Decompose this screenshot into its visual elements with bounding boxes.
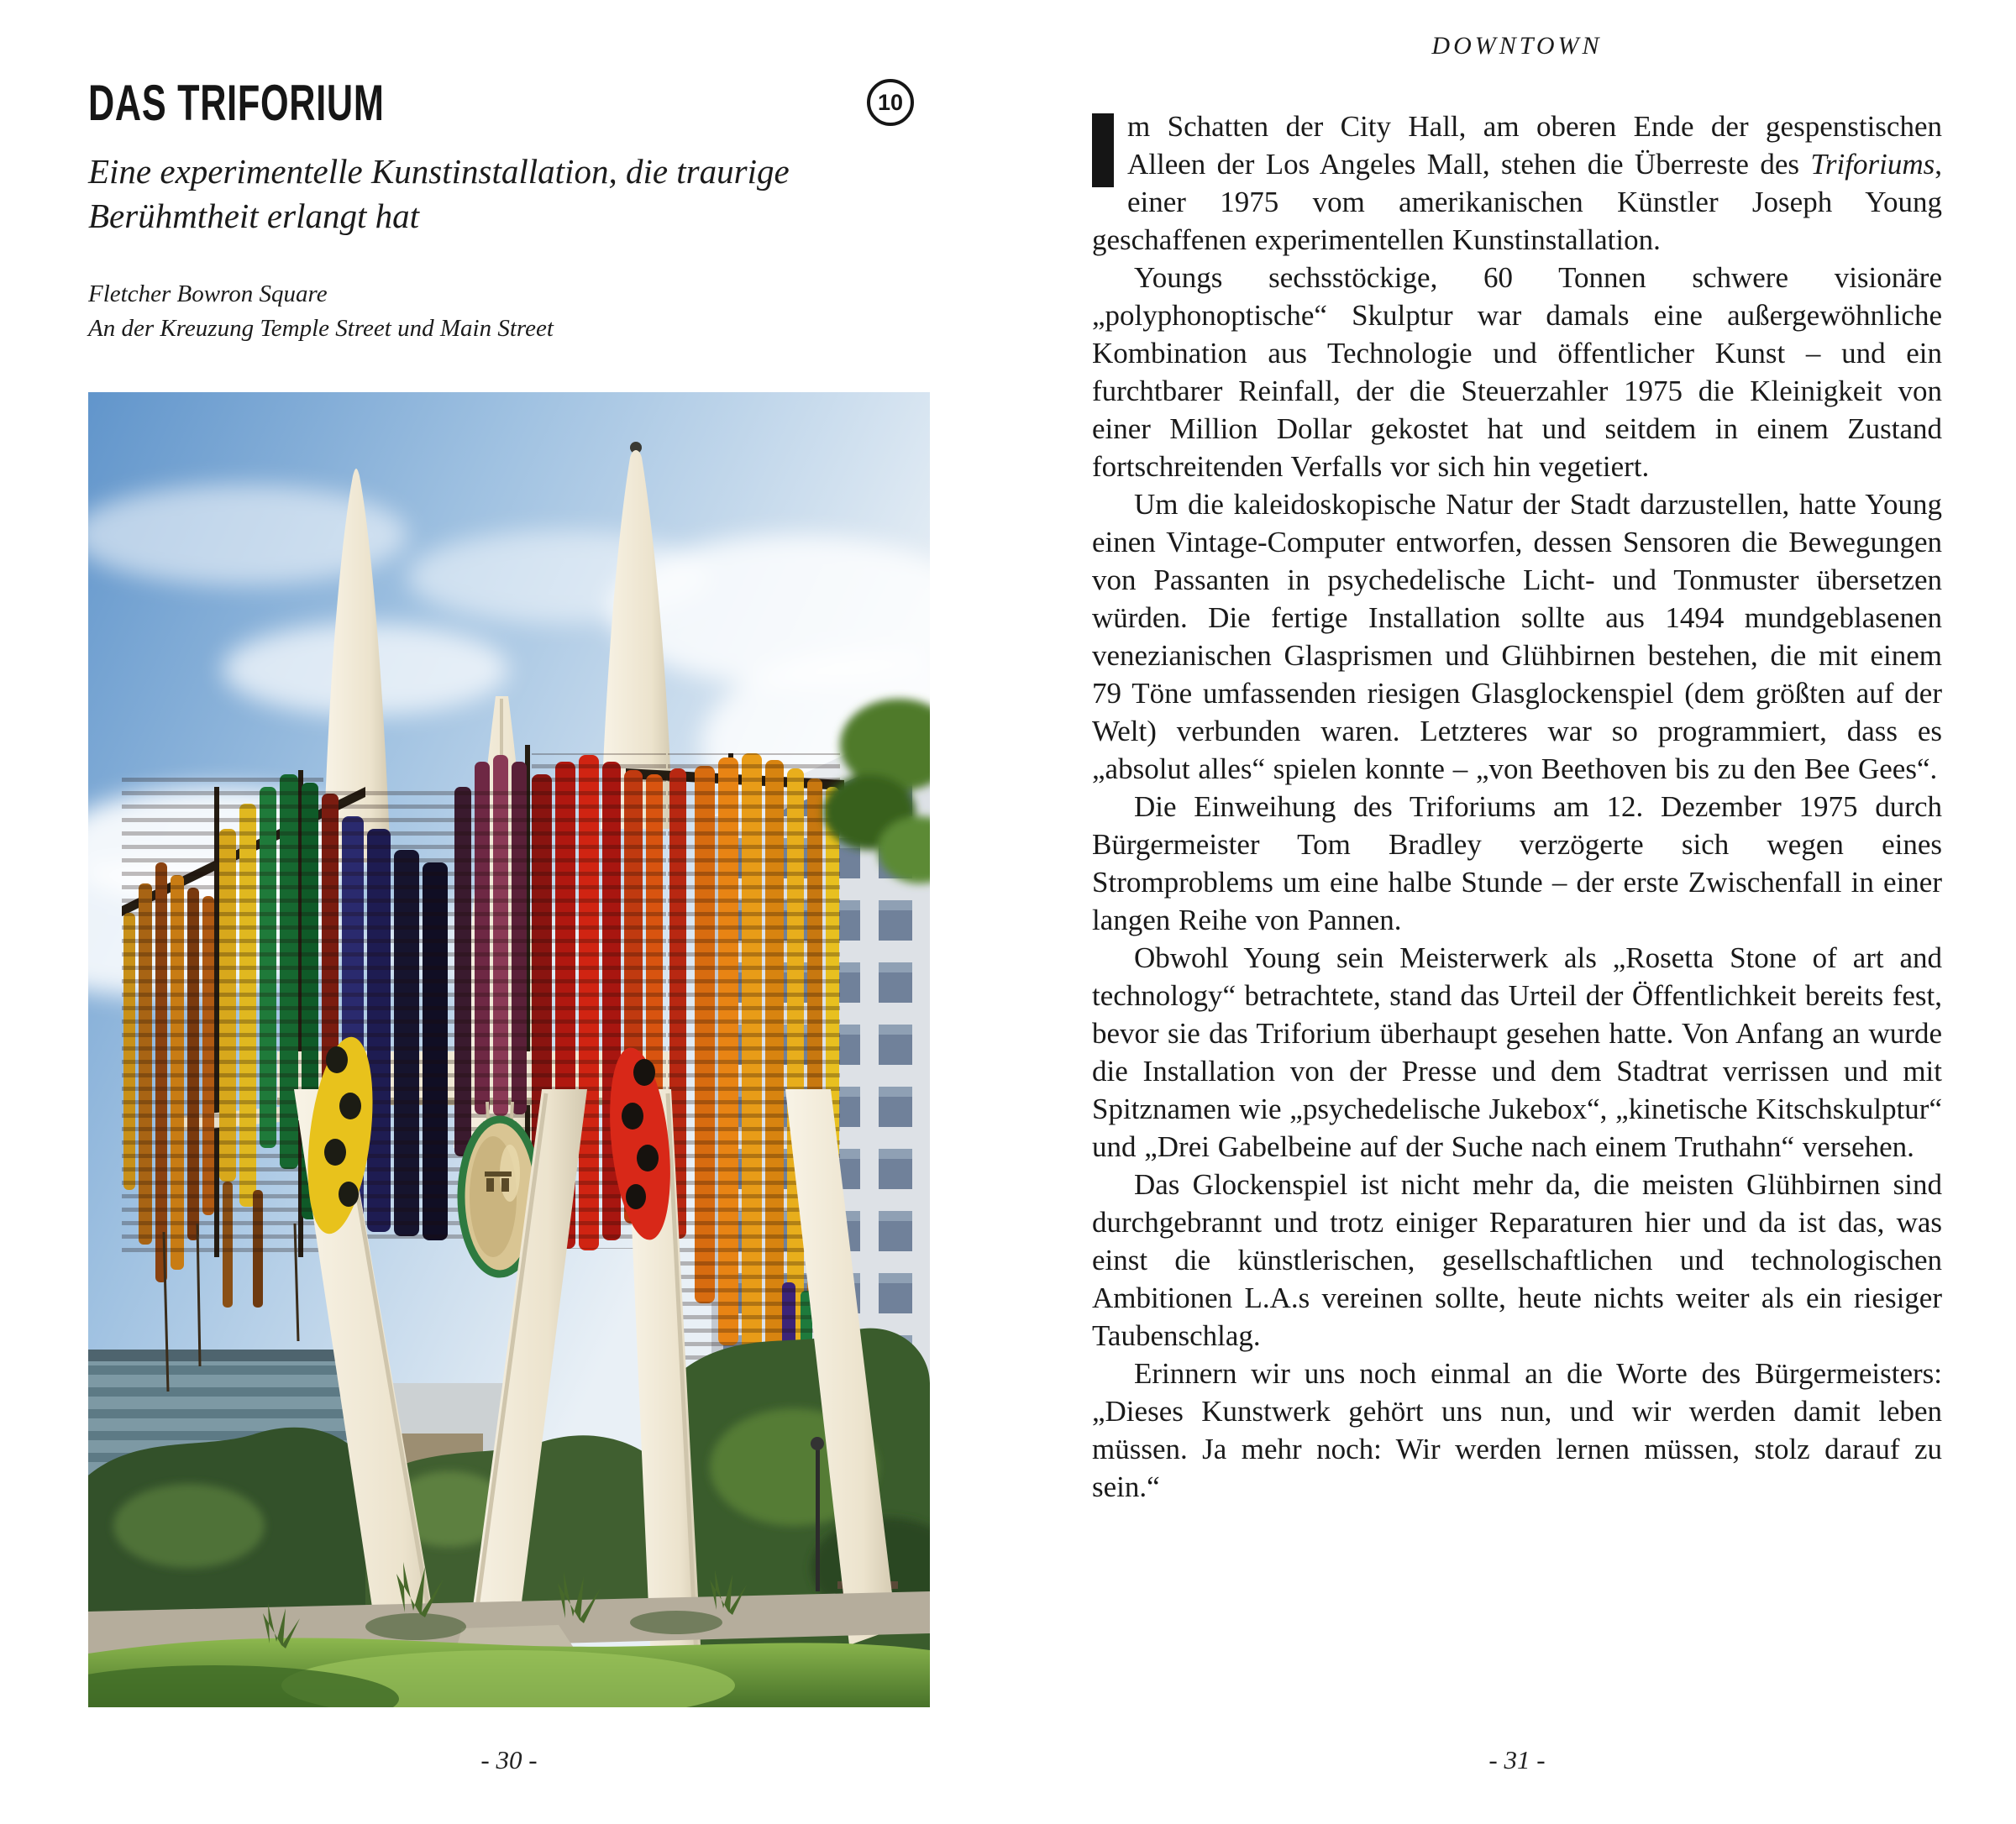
- running-header: DOWNTOWN: [1431, 32, 1603, 60]
- paragraph: Obwohl Young sein Meisterwerk als „Rosetta Stone of art and technology“ betrachtete, stand das Urteil der Öffentlichkeit bereits fest, bevor sie das Triforium überhaupt gesehen hatte. Von Anfang an wurde die Installation von der Presse und dem Stadtrat verrissen und mit Spitznamen wie „psychedelische Jukebox“, „kinetische Kitschskulptur“ und „Drei Gabelbeine auf der Suche nach einem Truthahn“ versehen.: [1092, 941, 1942, 1163]
- page-number-right: - 31 -: [1488, 1745, 1546, 1774]
- paragraph: Erinnern wir uns noch einmal an die Worte des Bürgermeisters: „Dieses Kunstwerk gehört uns nun, und wir werden damit leben müssen. Ja mehr noch: Wir werden lernen müssen, stolz darauf zu sein.“: [1092, 1357, 1942, 1503]
- ground: [88, 1591, 930, 1707]
- paragraph: Youngs sechsstöckige, 60 Tonnen schwere visionäre „polyphonoptische“ Skulptur war damals eine außergewöhnliche Kombination aus Technologie und öffentlicher Kunst – und ein furchtbarer Reinfall, der die Steuerzahler 1975 die Kleinigkeit von einer Million Dollar gekostet hat und seitdem in einem Zustand fortschreitenden Verfalls vor sich hin vegetiert.: [1092, 261, 1942, 483]
- address-line2: An der Kreuzung Temple Street und Main Street: [88, 315, 554, 342]
- paragraph: Das Glockenspiel ist nicht mehr da, die meisten Glühbirnen sind durchgebrannt und trotz einiger Reparaturen hier und da ist das, was einst die künstlerischen, gesellschaftlichen und technologischen Ambitionen L.A.s vereinen sollte, heute nichts weiter als ein riesiger Taubenschlag.: [1092, 1168, 1942, 1352]
- marker-number: 10: [877, 89, 904, 115]
- map-marker-badge: [867, 79, 914, 126]
- paragraph-first: m Schatten der City Hall, am oberen Ende der gespenstischen Alleen der Los Angeles Mall, stehen die Überreste des Triforiums, einer 1975 vom amerikanischen Künstler Joseph Young geschaffenen experimentellen Kunstinstallation.: [1092, 110, 1942, 256]
- address-line1: Fletcher Bowron Square: [88, 280, 328, 307]
- article-body: [1092, 107, 1942, 1506]
- address-block: [88, 277, 554, 346]
- triforium-illustration: [88, 392, 930, 1707]
- triforium-photo: [88, 392, 930, 1707]
- page-number-left: - 30 -: [480, 1745, 538, 1774]
- chapter-subtitle: Eine experimentelle Kunstinstallation, die traurige Berühmtheit erlangt hat: [88, 152, 790, 235]
- chapter-title: DAS TRIFORIUM: [88, 75, 385, 131]
- paragraph: Um die kaleidoskopische Natur der Stadt darzustellen, hatte Young einen Vintage-Computer entworfen, dessen Sensoren die Bewegungen von Passanten in psychedelische Licht- und Tonmuster übersetzen würden. Die fertige Installation sollte aus 1494 mundgeblasenen venezianischen Glasprismen und Glühbirnen bestehen, die mit einem 79 Töne umfassenden riesigen Glasglockenspiel (dem größten auf der Welt) verbunden waren. Letzteres war so programmiert, dass es „absolut alles“ spielen konnte – „von Beethoven bis zu den Bee Gees“.: [1092, 488, 1942, 785]
- paragraph: Die Einweihung des Triforiums am 12. Dezember 1975 durch Bürgermeister Tom Bradley verzögerte sich wegen eines Stromproblems um eine halbe Stunde – der erste Zwischenfall in einer langen Reihe von Pannen.: [1092, 790, 1942, 936]
- right-page: [1008, 0, 2016, 1824]
- drop-cap: [1092, 113, 1114, 187]
